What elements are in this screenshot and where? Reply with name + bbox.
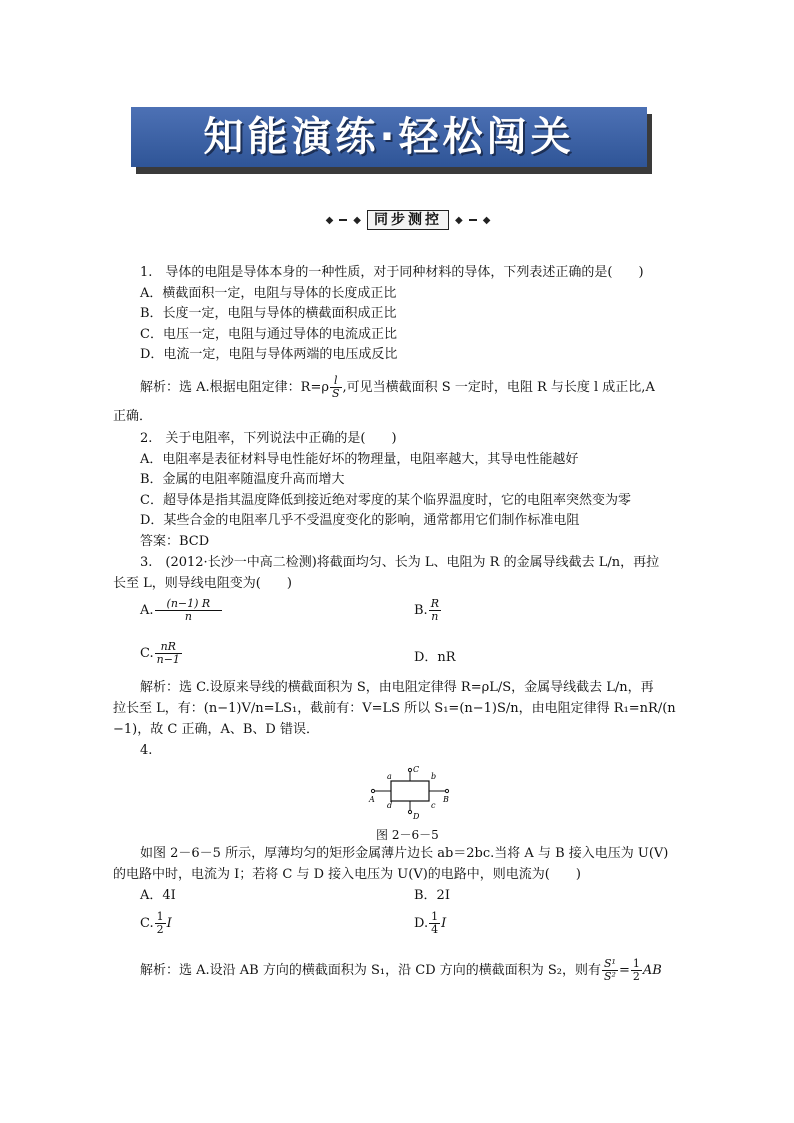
option-tail: I [166, 916, 172, 931]
terminal-d [408, 810, 411, 813]
fraction [330, 375, 342, 400]
q4-option-c [140, 911, 172, 936]
fraction [155, 911, 166, 936]
q3-option-a [140, 598, 223, 623]
denominator: 2 [156, 923, 164, 936]
denominator: n−1 [156, 653, 180, 666]
fraction [429, 598, 441, 623]
section-header [323, 209, 493, 231]
q1-solution-text: ,可见当横截面积 S 一定时，电阻 R 与长度 l 成正比,A [342, 380, 655, 395]
fraction [429, 911, 440, 936]
q4-option-d [414, 911, 446, 936]
plate-rect [391, 781, 429, 801]
q2-option-a: A．电阻率是表征材料导电性能好坏的物理量，电阻率越大，其导电性能越好 [140, 452, 579, 467]
q4-stem-cont: 的电路中时，电流为 I；若将 C 与 D 接入电压为 U(V)的电路中，则电流为( ) [113, 867, 581, 882]
diamond-icon: ◆ [353, 214, 361, 226]
label-B: B [443, 795, 449, 804]
q4-option-a: A．4I [140, 888, 176, 903]
numerator: R [430, 597, 439, 610]
numerator: (n−1) R [155, 598, 223, 611]
q1-option-b: B．长度一定，电阻与导体的横截面积成正比 [140, 306, 397, 321]
option-tail: I [441, 916, 447, 931]
q2-option-b: B．金属的电阻率随温度升高而增大 [140, 472, 345, 487]
q4-solution-text: AB [642, 963, 662, 978]
diamond-icon: ◆ [482, 214, 491, 226]
label-A: A [369, 795, 375, 804]
denominator: S² [604, 970, 616, 983]
terminal-c [408, 768, 411, 771]
diamond-icon: ◆ [455, 214, 463, 226]
denominator: S [331, 387, 340, 400]
label-D: D [413, 812, 420, 821]
q4-stem: 如图 2－6－5 所示，厚薄均匀的矩形金属薄片边长 ab＝2bc.当将 A 与 B 接入电压为 U(V) [140, 846, 669, 861]
q4-option-b: B．2I [414, 888, 450, 903]
q3-option-c [140, 641, 183, 666]
q1-solution-text: 解析：选 A.根据电阻定律：R=ρ [140, 380, 329, 395]
numerator: l [330, 375, 342, 388]
label-a: a [387, 772, 392, 781]
option-letter: D. [414, 916, 429, 931]
divider [469, 219, 477, 221]
denominator: 4 [431, 923, 439, 936]
q4-number: 4. [140, 743, 153, 758]
numerator: 1 [632, 957, 640, 970]
divider [339, 219, 347, 221]
banner-title: 知能演练·轻松闯关 [131, 107, 647, 167]
metal-plate-diagram [367, 762, 457, 822]
label-d: d [387, 801, 393, 810]
equals-sign: = [618, 963, 630, 978]
denominator: 2 [632, 970, 640, 983]
label-C: C [413, 765, 420, 774]
option-letter: A. [140, 603, 154, 618]
q4-solution [140, 958, 662, 983]
q2-stem: 2. 关于电阻率，下列说法中正确的是( ) [140, 431, 397, 446]
numerator: nR [155, 641, 182, 654]
q3-solution-cont: −1)，故 C 正确，A、B、D 错误． [113, 722, 319, 737]
section-label: 同步测控 [367, 210, 449, 230]
option-letter: B. [414, 603, 428, 618]
numerator: 1 [156, 910, 164, 923]
q3-stem: 3. (2012·长沙一中高二检测)将截面均匀、长为 L、电阻为 R 的金属导线截去 L/n，再拉 [140, 555, 660, 570]
q2-option-d: D．某些合金的电阻率几乎不受温度变化的影响，通常都用它们制作标准电阻 [140, 513, 580, 528]
numerator: S¹ [604, 957, 616, 970]
q4-solution-text: 解析：选 A.设沿 AB 方向的横截面积为 S₁，沿 CD 方向的横截面积为 S₂，则有 [140, 963, 601, 978]
denominator: n [431, 610, 439, 623]
q2-option-c: C．超导体是指其温度降低到接近绝对零度的某个临界温度时，它的电阻率突然变为零 [140, 493, 631, 508]
q2-answer: 答案：BCD [140, 534, 210, 549]
fraction [602, 958, 618, 983]
q1-option-a: A．横截面积一定，电阻与导体的长度成正比 [140, 286, 397, 301]
q1-option-c: C．电压一定，电阻与通过导体的电流成正比 [140, 327, 397, 342]
q1-solution-cont: 正确． [113, 409, 153, 424]
q3-stem-cont: 长至 L，则导线电阻变为( ) [113, 576, 292, 591]
fraction [631, 958, 642, 983]
fraction [155, 598, 223, 623]
option-letter: C. [140, 916, 154, 931]
fraction [155, 641, 182, 666]
diamond-icon: ◆ [325, 214, 334, 226]
q1-stem: 1. 导体的电阻是导体本身的一种性质，对于同种材料的导体，下列表述正确的是( ) [140, 265, 644, 280]
q3-option-d: D．nR [414, 650, 456, 665]
terminal-b [445, 789, 448, 792]
denominator: n [184, 610, 192, 623]
figure-caption: 图 2－6－5 [376, 828, 439, 842]
q1-option-d: D．电流一定，电阻与导体两端的电压成反比 [140, 347, 398, 362]
option-letter: C. [140, 646, 154, 661]
label-c: c [431, 801, 436, 810]
q3-solution-cont: 拉长至 L，有：(n−1)V/n=LS₁，截前有：V=LS 所以 S₁=(n−1)S/n，由电阻定律得 R₁=nR/(n [113, 701, 676, 716]
q3-option-b [414, 598, 442, 623]
q1-solution [140, 375, 655, 400]
numerator: 1 [431, 910, 439, 923]
terminal-a [371, 789, 374, 792]
q3-solution: 解析：选 C.设原来导线的横截面积为 S，由电阻定律得 R=ρL/S，金属导线截去 L/n，再 [140, 680, 654, 695]
label-b: b [431, 772, 437, 781]
